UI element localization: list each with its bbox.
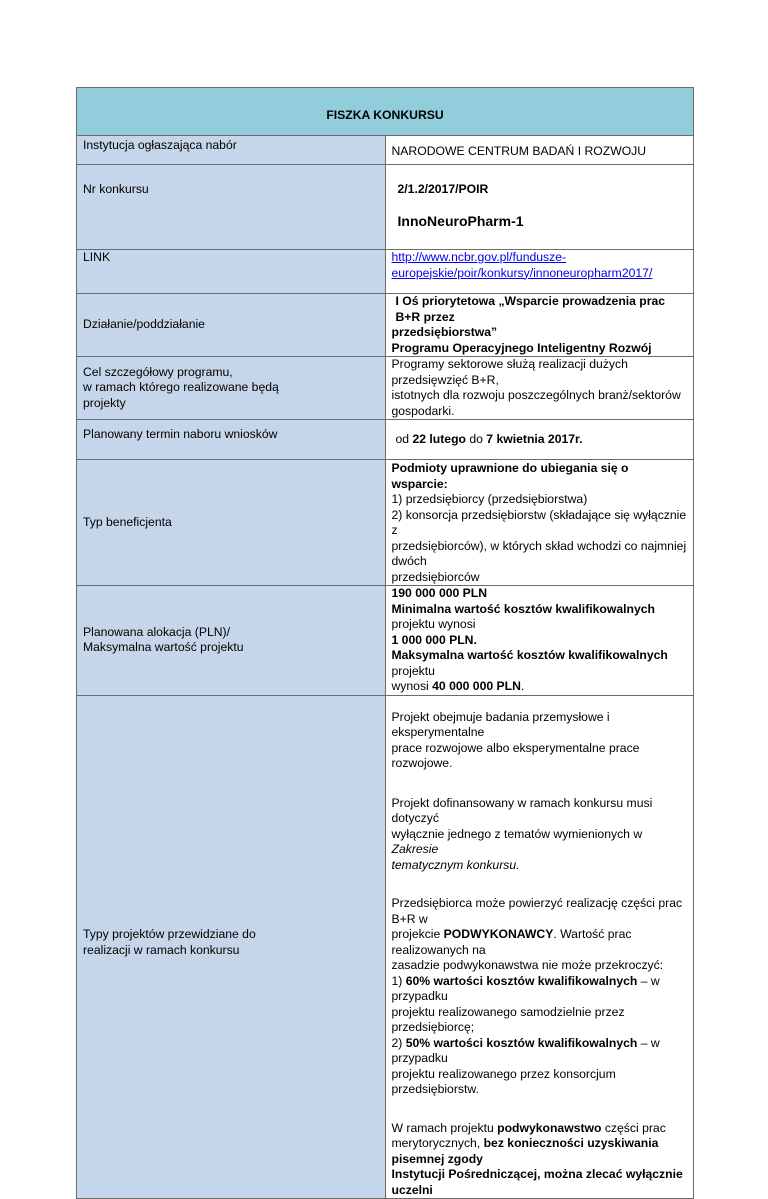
pt-p3-line4: 1) 60% wartości kosztów kwalifikowalnych – w przypadku <box>391 973 660 1003</box>
term-label: Planowany termin naboru wniosków <box>77 420 386 460</box>
institution-value: NARODOWE CENTRUM BADAŃ I ROZWOJU <box>385 136 694 165</box>
beneficiary-line2: 1) przedsiębiorcy (przedsiębiorstwa) <box>391 492 588 506</box>
sheet-title: FISZKA KONKURSU <box>77 88 694 136</box>
contest-link-line1[interactable]: http://www.ncbr.gov.pl/fundusze- <box>391 250 567 264</box>
goal-line1: Programy sektorowe służą realizacji dużych przedsięwzięć B+R, <box>391 357 628 387</box>
pt-p4-line1: W ramach projektu podwykonawstwo części prac <box>391 1120 666 1135</box>
allocation-label-line1: Planowana alokacja (PLN)/ <box>83 624 231 639</box>
goal-line3: gospodarki. <box>391 403 455 418</box>
row-project-types <box>77 695 694 1199</box>
pt-p3-line5: projektu realizowanego samodzielnie przez przedsiębiorcę; <box>391 1004 625 1034</box>
contest-link-line2[interactable]: europejskie/poir/konkursy/innoneuropharm2017/ <box>391 265 653 280</box>
row-institution <box>77 136 694 165</box>
pt-p2-line3: tematycznym konkursu. <box>391 857 520 872</box>
beneficiary-line3: 2) konsorcja przedsiębiorstw (składające się wyłącznie z <box>391 507 687 537</box>
allocation-amount: 190 000 000 PLN <box>391 586 488 600</box>
contest-number-value: 2/1.2/2017/POIR <box>397 182 489 196</box>
pt-p3-line3: zasadzie podwykonawstwa nie może przekroczyć: <box>391 958 664 972</box>
beneficiary-label: Typ beneficjenta <box>77 460 386 586</box>
pt-p4-line2: merytorycznych, bez konieczności uzyskiwania pisemnej zgody <box>391 1136 659 1166</box>
beneficiary-line1: Podmioty uprawnione do ubiegania się o wsparcie: <box>391 461 629 491</box>
contest-code-value: InnoNeuroPharm-1 <box>397 212 524 229</box>
goal-line2: istotnych dla rozwoju poszczególnych branż/sektorów <box>391 388 681 402</box>
goal-label-line2: w ramach którego realizowane będą <box>83 380 279 395</box>
allocation-max-value: wynosi 40 000 000 PLN. <box>391 679 525 693</box>
pt-p2-line1: Projekt dofinansowany w ramach konkursu musi dotyczyć <box>391 795 653 825</box>
header-row <box>77 88 694 136</box>
row-contest-number <box>77 165 694 250</box>
contest-number-label: Nr konkursu <box>77 165 386 250</box>
allocation-max-line: Maksymalna wartość kosztów kwalifikowalnych projektu <box>391 648 668 678</box>
beneficiary-line5: przedsiębiorców <box>391 569 480 584</box>
allocation-label-line2: Maksymalna wartość projektu <box>83 640 244 655</box>
goal-label-line3: projekty <box>83 395 126 410</box>
action-line3: Programu Operacyjnego Inteligentny Rozwój <box>391 340 652 355</box>
allocation-min-line: Minimalna wartość kosztów kwalifikowalnych projektu wynosi <box>391 601 655 631</box>
allocation-min-value: 1 000 000 PLN. <box>391 632 477 647</box>
beneficiary-line4: przedsiębiorców), w których skład wchodzi co najmniej dwóch <box>391 538 687 568</box>
contest-sheet-table <box>76 87 694 1199</box>
pt-p1-line2: prace rozwojowe albo eksperymentalne prace rozwojowe. <box>391 740 640 770</box>
row-beneficiary <box>77 460 694 586</box>
pt-p3-line7: projektu realizowanego przez konsorcjum przedsiębiorstw. <box>391 1066 616 1096</box>
pt-p4-line3: Instytucji Pośredniczącej, można zlecać wyłącznie uczelni <box>391 1167 683 1197</box>
row-allocation <box>77 586 694 696</box>
action-label: Działanie/poddziałanie <box>77 294 386 357</box>
link-label: LINK <box>77 250 386 294</box>
action-line1: I Oś priorytetowa „Wsparcie prowadzenia prac B+R przez <box>395 294 666 324</box>
project-types-label-line2: realizacji w ramach konkursu <box>83 942 240 957</box>
pt-p3-line2: projekcie PODWYKONAWCY. Wartość prac realizowanych na <box>391 927 632 957</box>
row-goal <box>77 357 694 420</box>
pt-p3-line6: 2) 50% wartości kosztów kwalifikowalnych – w przypadku <box>391 1035 660 1065</box>
pt-p2-line2: wyłącznie jednego z tematów wymienionych w Zakresie <box>391 826 643 856</box>
pt-p1-line1: Projekt obejmuje badania przemysłowe i eksperymentalne <box>391 709 610 739</box>
pt-p3-line1: Przedsiębiorca może powierzyć realizację części prac B+R w <box>391 896 683 926</box>
action-line2: przedsiębiorstwa” <box>391 325 498 339</box>
contest-link[interactable] <box>392 250 653 280</box>
row-action <box>77 294 694 357</box>
term-value: od 22 lutego do 7 kwietnia 2017r. <box>385 420 694 460</box>
row-link <box>77 250 694 294</box>
goal-label-line1: Cel szczegółowy programu, <box>83 364 233 379</box>
row-term <box>77 420 694 460</box>
project-types-label-line1: Typy projektów przewidziane do <box>83 927 256 942</box>
institution-label: Instytucja ogłaszająca nabór <box>77 136 386 165</box>
